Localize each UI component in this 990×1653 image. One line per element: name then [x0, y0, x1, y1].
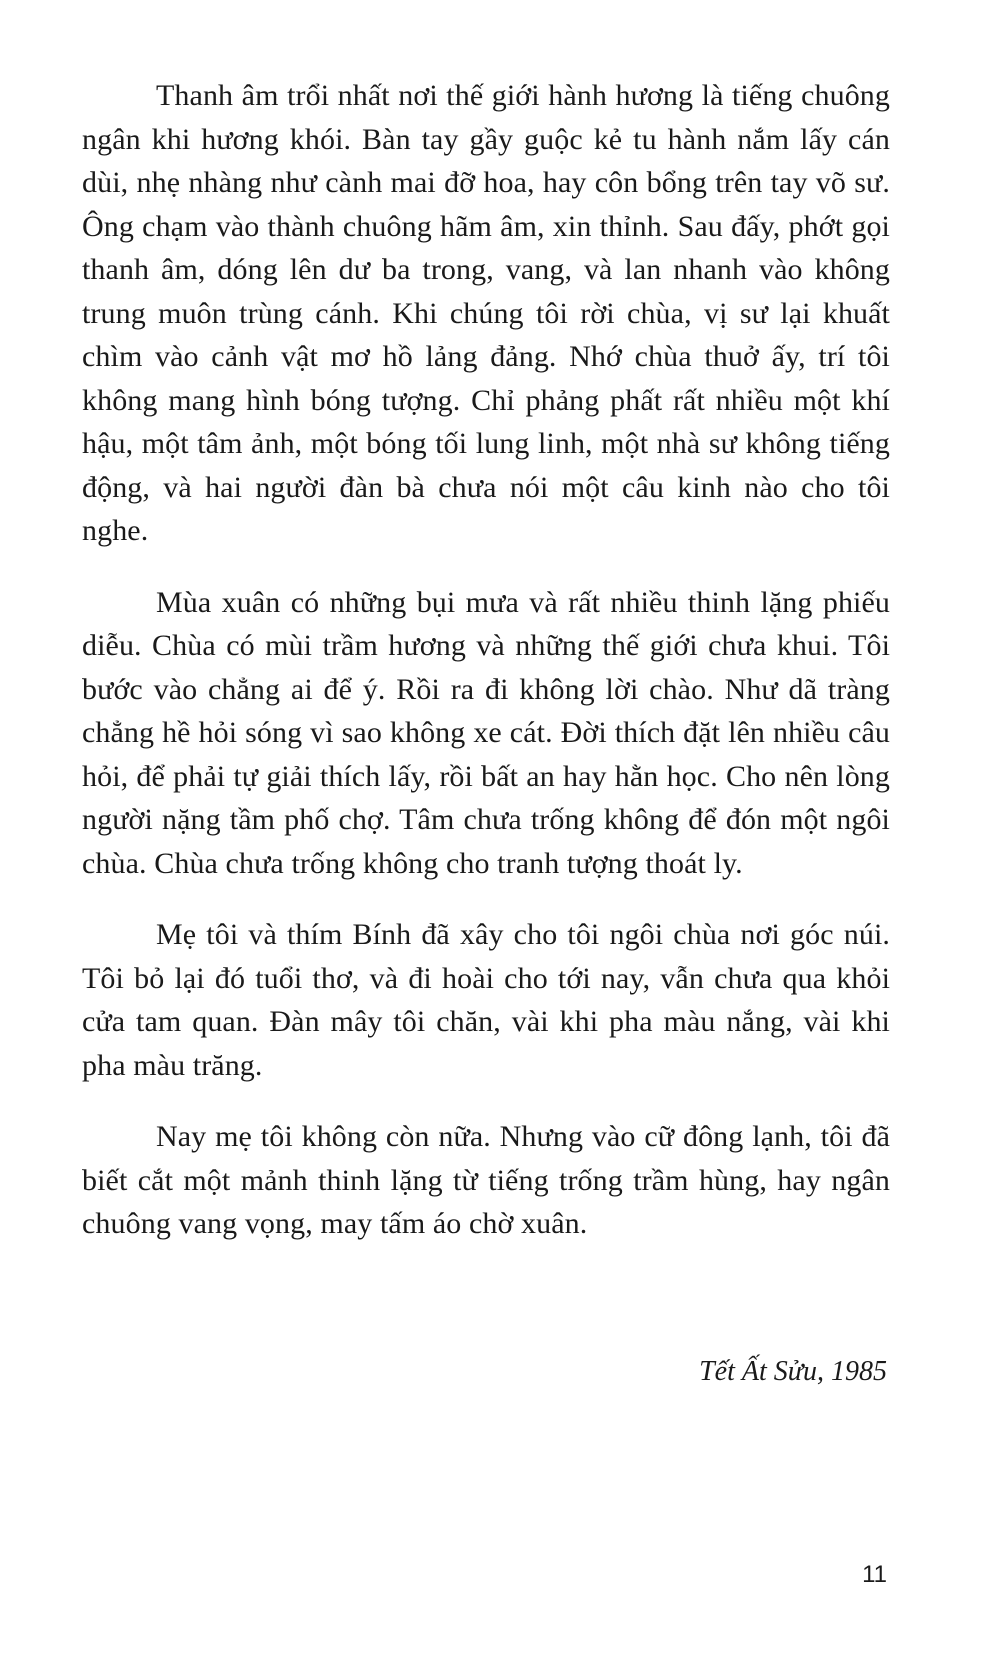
paragraph-3: Mẹ tôi và thím Bính đã xây cho tôi ngôi chùa nơi góc núi. Tôi bỏ lại đó tuổi thơ, và đi hoài cho tới nay, vẫn chưa qua khỏi cửa tam quan. Đàn mây tôi chăn, vài khi pha màu nắng, vài khi pha màu trăng. — [82, 918, 890, 1082]
body-text — [82, 74, 890, 1274]
paragraph-2: Mùa xuân có những bụi mưa và rất nhiều thinh lặng phiếu diễu. Chùa có mùi trầm hương và những thế giới chưa khui. Tôi bước vào chẳng ai để ý. Rồi ra đi không lời chào. Như dã tràng chẳng hề hỏi sóng vì sao không xe cát. Đời thích đặt lên nhiều câu hỏi, để phải tự giải thích lấy, rồi bất an hay hằn học. Cho nên lòng người nặng tầm phố chợ. Tâm chưa trống không để đón một ngôi chùa. Chùa chưa trống không cho tranh tượng thoát ly. — [82, 585, 890, 880]
page-number: 11 — [862, 1561, 887, 1588]
paragraph-4: Nay mẹ tôi không còn nữa. Nhưng vào cữ đông lạnh, tôi đã biết cắt một mảnh thinh lặng từ tiếng trống trầm hùng, hay ngân chuông vang vọng, may tấm áo chờ xuân. — [82, 1120, 890, 1240]
paragraph-1: Thanh âm trổi nhất nơi thế giới hành hương là tiếng chuông ngân khi hương khói. Bàn tay gầy guộc kẻ tu hành nắm lấy cán dùi, nhẹ nhàng như cành mai đỡ hoa, hay côn bổng trên tay võ sư. Ông chạm vào thành chuông hãm âm, xin thỉnh. Sau đấy, phớt gọi thanh âm, dóng lên dư ba trong, vang, và lan nhanh vào không trung muôn trùng cánh. Khi chúng tôi rời chùa, vị sư lại khuất chìm vào cảnh vật mơ hồ lảng đảng. Nhớ chùa thuở ấy, trí tôi không mang hình bóng tượng. Chỉ phảng phất rất nhiều một khí hậu, một tâm ảnh, một bóng tối lung linh, một nhà sư không tiếng động, và hai người đàn bà chưa nói một câu kinh nào cho tôi nghe. — [82, 79, 890, 547]
date-signature: Tết Ất Sửu, 1985 — [699, 1356, 887, 1387]
